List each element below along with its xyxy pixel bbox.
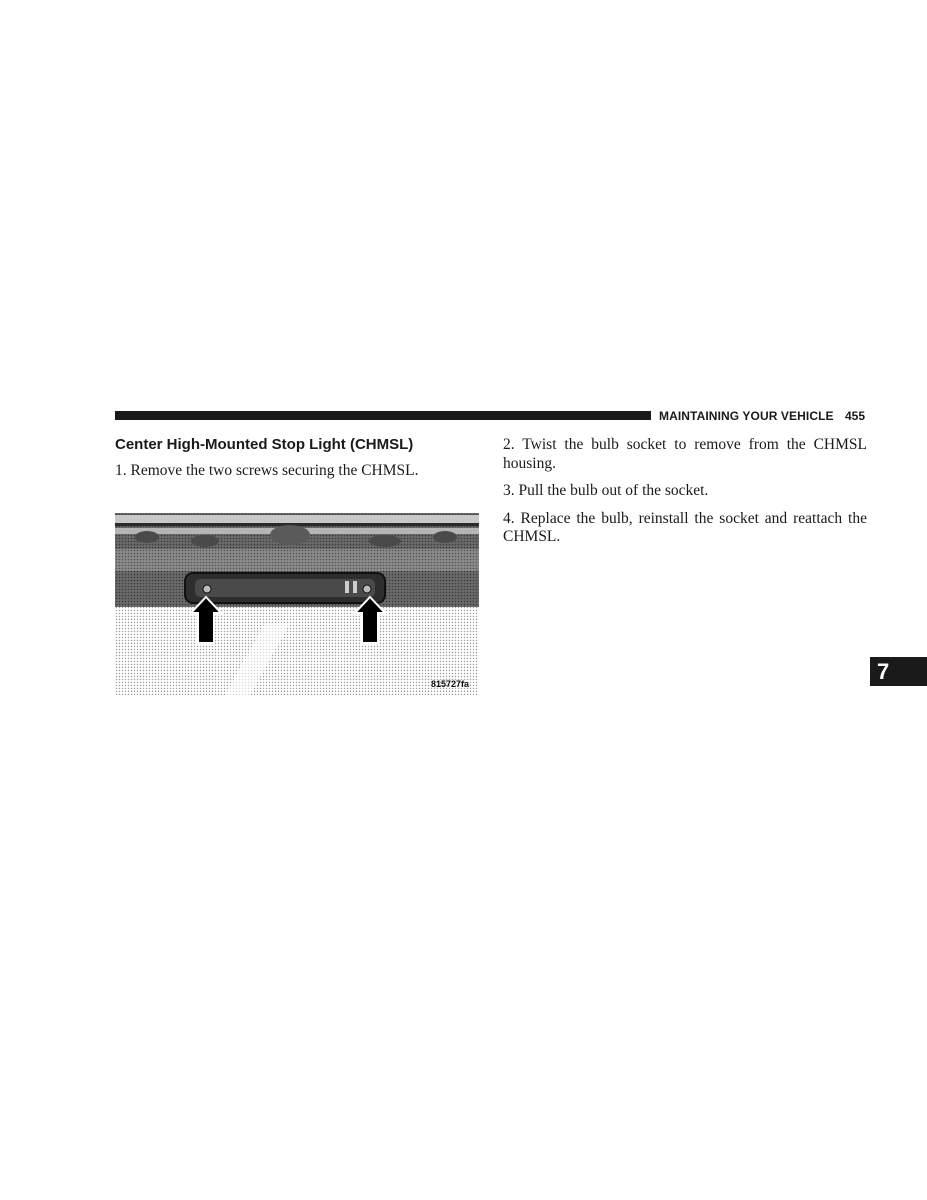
header-rule xyxy=(115,411,651,420)
step-3: 3. Pull the bulb out of the socket. xyxy=(503,482,709,499)
chmsl-illustration xyxy=(115,513,479,695)
running-header-title: MAINTAINING YOUR VEHICLE xyxy=(659,409,834,423)
chapter-tab: 7 xyxy=(870,657,927,686)
step-1: 1. Remove the two screws securing the CHMSL. xyxy=(115,462,419,479)
section-heading: Center High-Mounted Stop Light (CHMSL) xyxy=(115,436,414,453)
chmsl-illustration-drawing xyxy=(115,513,479,695)
page-number: 455 xyxy=(845,409,866,423)
left-column xyxy=(115,462,480,490)
figure-id-label: 815727fa xyxy=(430,679,469,689)
step-4: 4. Replace the bulb, reinstall the socket and reattach the CHMSL. xyxy=(503,509,867,545)
step-2: 2. Twist the bulb socket to remove from the CHMSL housing. xyxy=(503,436,867,472)
right-column xyxy=(503,436,867,556)
